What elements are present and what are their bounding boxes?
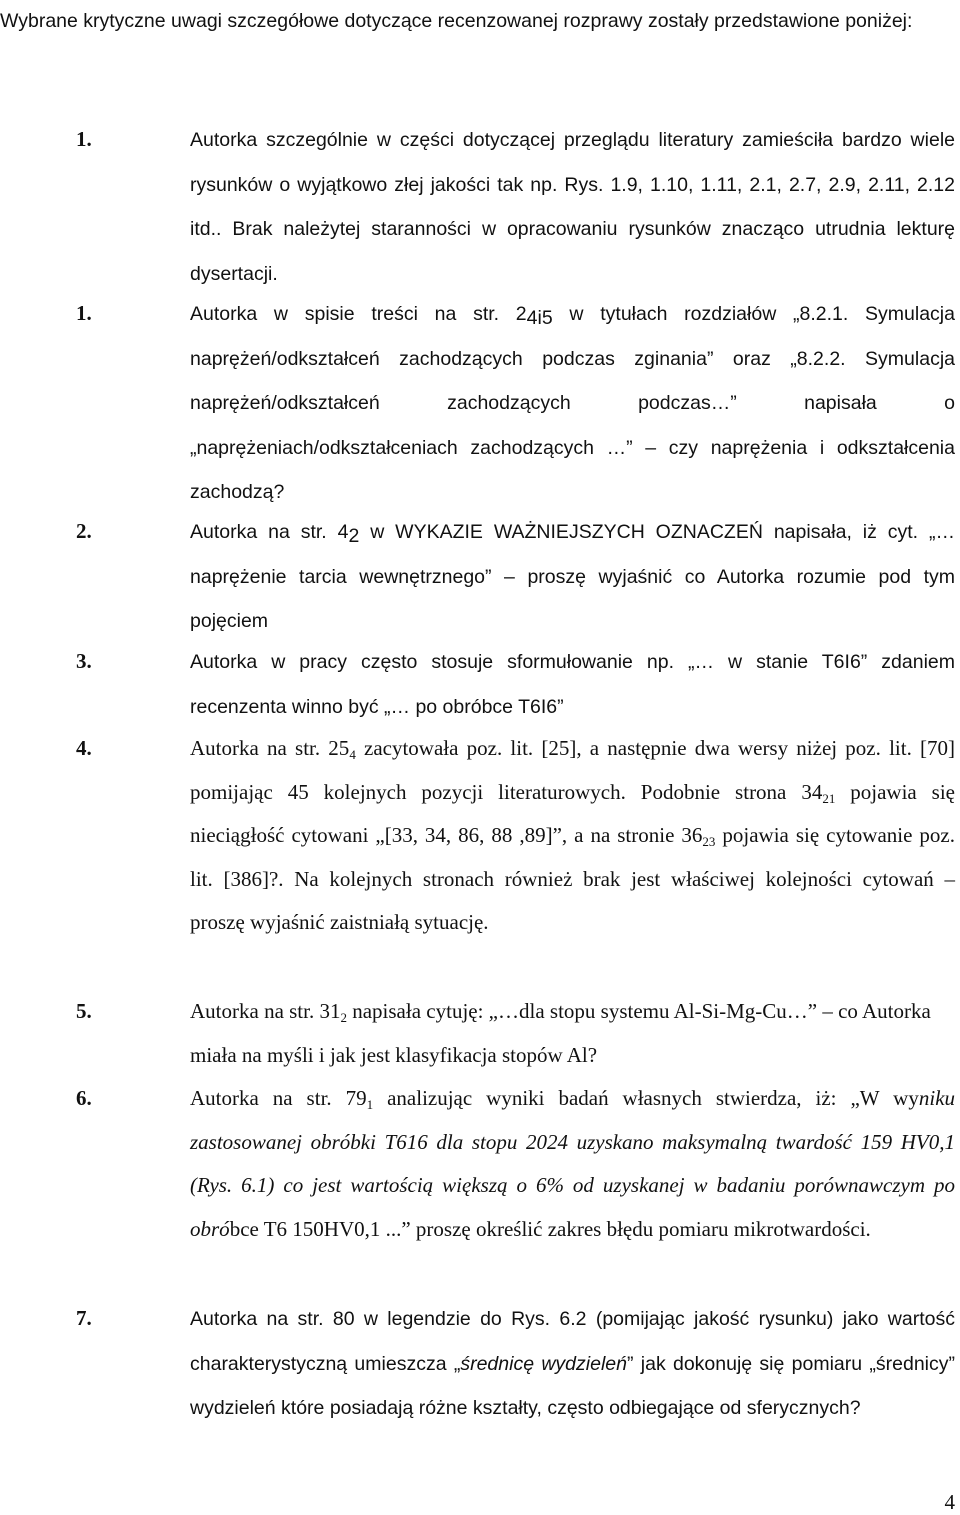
remark-text (190, 727, 955, 945)
remark-number: 5. (76, 999, 92, 1023)
remark-item (0, 640, 955, 729)
remark-text (190, 510, 955, 644)
remark-number: 1. (76, 301, 92, 325)
remark-number: 3. (76, 649, 92, 673)
remark-text-segment: Autorka na str. 79 (190, 1086, 367, 1110)
remark-text-segment: niku zastosowanej obróbki T616 dla stopu 2024 uzyskano maksymalną twardość 159 HV0,1 (Rys. 6.1) co jest wartością większą o 6% od uzyskanej w badaniu porównawczym po obró (190, 1086, 956, 1241)
remark-text-segment: ” jak dokonuję się pomiaru „średnicy” wydzieleń które posiadają różne kształty, często odbiegające od sferycznych? (190, 1352, 955, 1419)
remark-item (0, 118, 955, 296)
page-line-subscript: 23 (702, 834, 716, 849)
remark-item (0, 990, 955, 1077)
remark-text-segment: w WYKAZIE WAŻNIEJSZYCH OZNACZEŃ napisała, iż cyt. „…naprężenie tarcia wewnętrznego” – proszę wyjaśnić co Autorka rozumie pod tym pojęciem (190, 521, 955, 632)
remark-item (0, 727, 955, 945)
remark-text-segment: pojawia się cytowanie poz. lit. [386]?. Na kolejnych stronach również brak jest właściwej kolejności cytowań – proszę wyjaśnić zaistniałą sytuację. (190, 823, 955, 934)
remark-text-segment: Autorka na str. 4 (190, 521, 349, 543)
remark-text (190, 1297, 955, 1431)
remark-item (0, 292, 955, 515)
page-line-subscript: 2 (340, 1010, 347, 1025)
intro-paragraph: Wybrane krytyczne uwagi szczegółowe dotyczące recenzowanej rozprawy zostały przedstawione poniżej: (0, 10, 913, 32)
remark-text-segment: średnicę wydzieleń (460, 1352, 627, 1375)
page-line-subscript: 21 (822, 790, 836, 806)
remark-text-segment: napisała cytuję: „…dla stopu systemu Al-Si-Mg-Cu…” – co Autorka miała na myśli i jak jest klasyfikacja stopów Al? (190, 999, 931, 1067)
remark-item (0, 1297, 955, 1431)
page-number: 4 (944, 1490, 955, 1514)
remark-number: 2. (76, 519, 92, 543)
remark-text (190, 1077, 955, 1251)
remark-text-segment: Autorka w pracy często stosuje sformułowanie np. „… w stanie T6I6” zdaniem recenzenta winno być „… po obróbce T6I6” (190, 651, 955, 718)
remark-item (0, 510, 955, 644)
remark-text-segment: analizując wyniki badań własnych stwierdza, iż: „W wy (373, 1086, 919, 1110)
remark-text-segment: pojawia się nieciągłość cytowani „[33, 34, 86, 88 ,89]”, a na stronie 36 (190, 779, 955, 847)
remark-text (190, 640, 955, 729)
remark-text (190, 292, 955, 515)
remark-number: 7. (76, 1306, 92, 1330)
remark-text-segment: Autorka na str. 25 (190, 736, 350, 760)
page-line-subscript: 2 (348, 525, 360, 547)
remark-text-segment: zacytowała poz. lit. [25], a następnie dwa wersy niżej poz. lit. [70] pomijając 45 kolejnych pozycji literaturowych. Podobnie strona 34 (190, 736, 955, 804)
remark-text-segment: Autorka na str. 80 w legendzie do Rys. 6.2 (pomijając jakość rysunku) jako wartość charakterystyczną umieszcza „ (190, 1308, 955, 1375)
remark-number: 6. (76, 1086, 92, 1110)
remark-text-segment: bce T6 150HV0,1 ...” proszę określić zakres błędu pomiaru mikrotwardości. (229, 1216, 871, 1241)
page-line-subscript: 1 (366, 1097, 374, 1112)
remark-number: 1. (76, 127, 92, 151)
remark-text-segment: Autorka na str. 31 (190, 999, 341, 1023)
remark-text (190, 990, 955, 1077)
remark-text-segment: w tytułach rozdziałów „8.2.1. Symulacja naprężeń/odkształceń zachodzących podczas zginania” oraz „8.2.2. Symulacja naprężeń/odkształceń zachodzących podczas…” napisała o „naprężeniach/odkształceniach zachodzących …” – czy naprężenia i odkształcenia zachodzą? (190, 303, 955, 503)
remark-number: 4. (76, 736, 92, 760)
page-line-subscript: 4i5 (526, 307, 553, 329)
remark-text (190, 118, 955, 296)
page-line-subscript: 4 (349, 747, 356, 762)
remark-text-segment: Autorka w spisie treści na str. 2 (190, 303, 527, 325)
remark-item (0, 1077, 955, 1251)
remark-text-segment: Autorka szczególnie w części dotyczącej przeglądu literatury zamieściła bardzo wiele rysunków o wyjątkowo złej jakości tak np. Rys. 1.9, 1.10, 1.11, 2.1, 2.7, 2.9, 2.11, 2.12 itd.. Brak należytej staranności w opracowaniu rysunków znacząco utrudnia lekturę dysertacji. (190, 129, 955, 285)
